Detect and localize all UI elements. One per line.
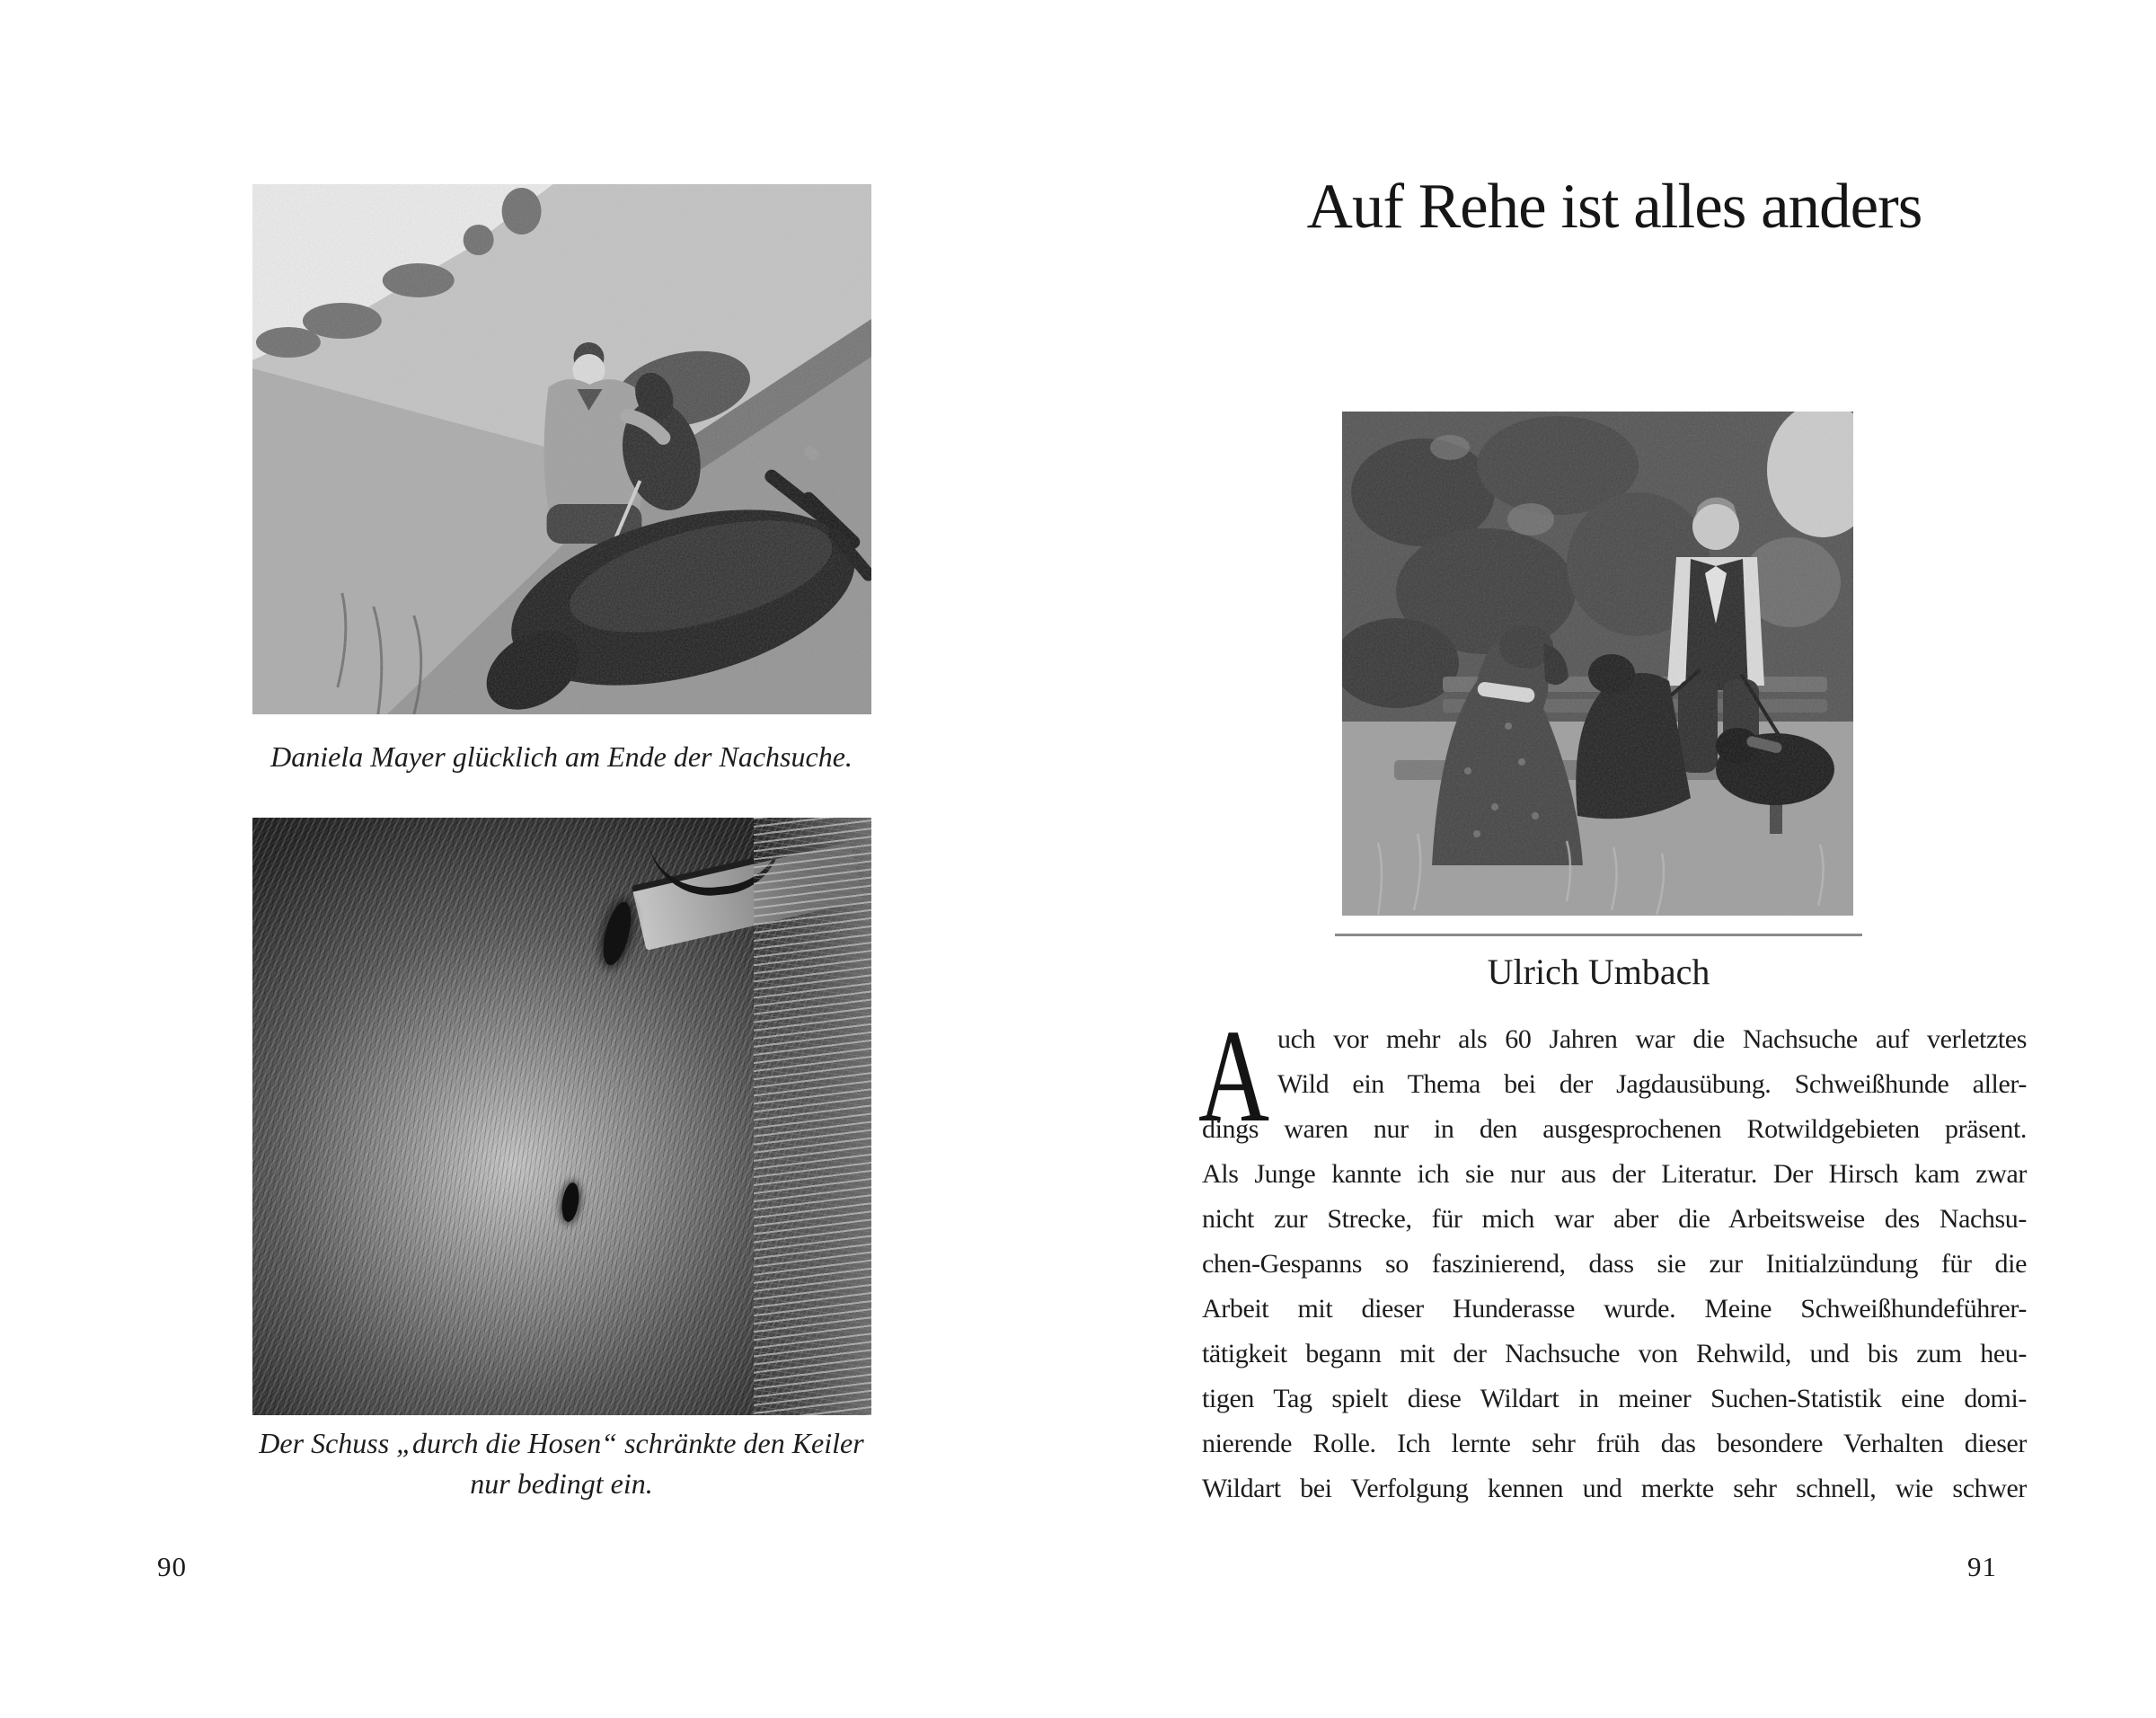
photo-author-with-dogs-on-bench [1342,412,1853,916]
body-line: Als Junge kannte ich sie nur aus der Literatur. Der Hirsch kam zwar [1202,1159,2027,1189]
photo-boar-wound-closeup [252,818,871,1415]
bullet-wound [597,899,636,968]
page-number-left: 90 [157,1551,187,1582]
photo-author-art [1342,412,1853,916]
body-line: tigen Tag spielt diese Wildart in meiner Suchen-Statistik eine domi- [1202,1384,2027,1413]
drop-cap: A [1198,1003,1270,1150]
body-line: chen-Gespanns so faszinierend, dass sie zur Initialzündung für die [1202,1249,2027,1279]
section-divider-rule [1335,934,1862,936]
photo-caption [202,1423,921,1504]
body-line: uch vor mehr als 60 Jahren war die Nachsuche auf verletztes [1277,1024,2027,1054]
body-line: nicht zur Strecke, für mich war aber die Arbeitsweise des Nachsu- [1202,1204,2027,1234]
film-grain [1342,412,1853,916]
second-wound [560,1182,581,1223]
page-number-right: 91 [1967,1551,1997,1582]
photo-hunter-dog-boar-art [252,184,871,714]
body-line: dings waren nur in den ausgesprochenen Rotwildgebieten präsent. [1202,1114,2027,1144]
body-line: Wildart bei Verfolgung kennen und merkte sehr schnell, wie schwer [1202,1474,2027,1503]
film-grain [252,184,871,714]
photo-hunter-dog-boar [252,184,871,714]
body-line: tätigkeit begann mit der Nachsuche von Rehwild, und bis zum heu- [1202,1339,2027,1368]
body-line: nierende Rolle. Ich lernte sehr früh das besondere Verhalten dieser [1202,1429,2027,1458]
body-line: Wild ein Thema bei der Jagdausübung. Schweißhunde aller- [1277,1069,2027,1099]
body-line: Arbeit mit dieser Hunderasse wurde. Meine Schweißhundeführer- [1202,1294,2027,1324]
chapter-title: Auf Rehe ist alles anders [1306,172,1922,242]
photo-caption: Daniela Mayer glücklich am Ende der Nachsuche. [270,740,853,773]
author-name: Ulrich Umbach [1487,952,1710,992]
caption-line: nur bedingt ein. [470,1467,653,1500]
caption-line: Der Schuss „durch die Hosen“ schränkte den Keiler [259,1427,864,1459]
grass-edge [754,818,871,1415]
body-text [1202,1017,2027,1511]
